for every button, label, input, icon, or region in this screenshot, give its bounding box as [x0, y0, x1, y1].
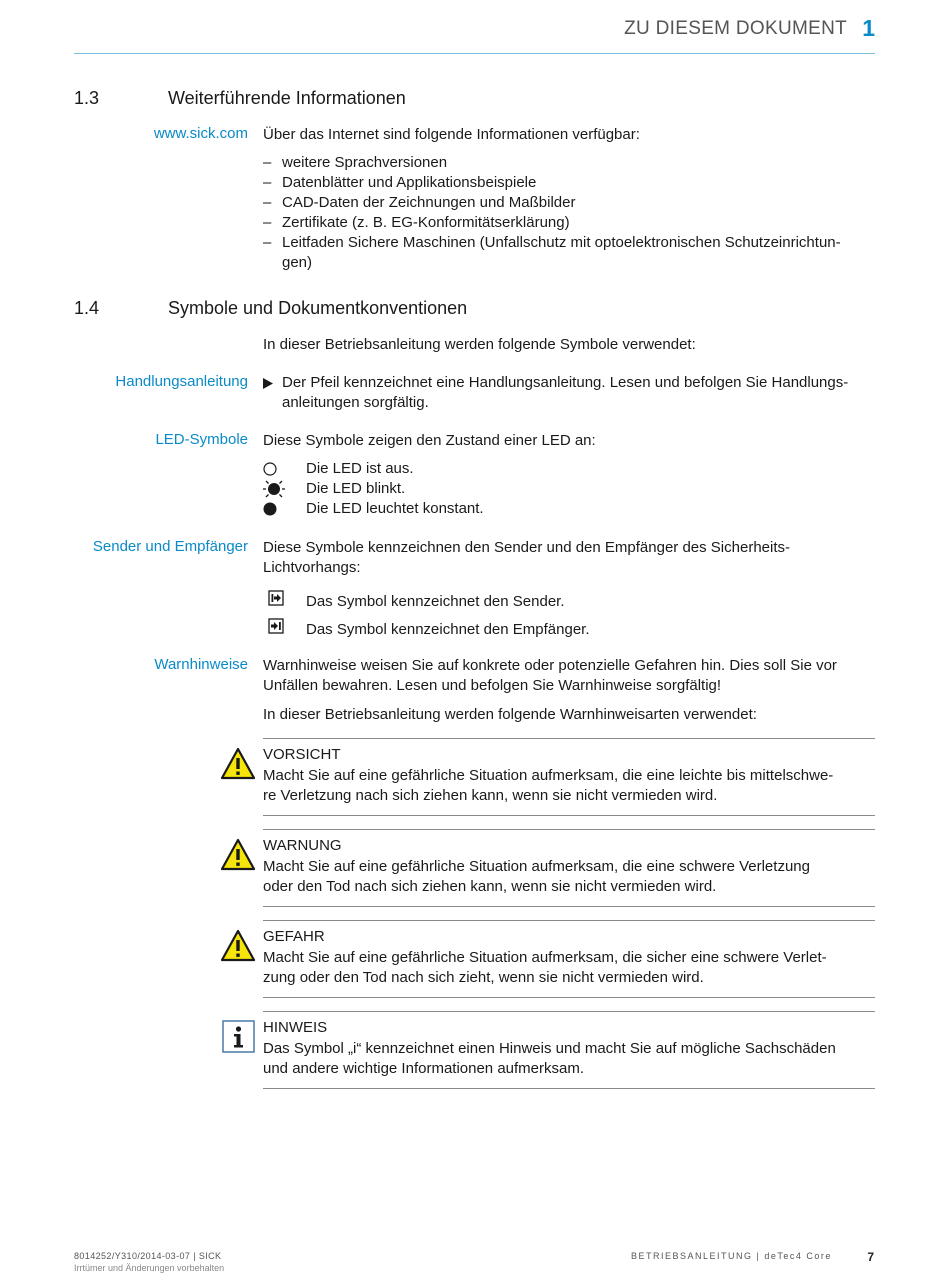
section-number-1-3: 1.3 [74, 88, 100, 108]
section-title-1-4: Symbole und Dokumentkonventionen [168, 298, 468, 318]
divider [263, 997, 875, 998]
warning-heading: WARNUNG [263, 837, 342, 854]
footer-doc-id: 8014252/Y310/2014-03-07 | SICK [74, 1251, 222, 1261]
divider [263, 1011, 875, 1012]
footer-doc-type: BETRIEBSANLEITUNG | deTec4 Core [631, 1251, 832, 1261]
warning-triangle-icon [220, 747, 256, 780]
sec14-intro: In dieser Betriebsanleitung werden folgende Symbole verwendet: [263, 336, 696, 353]
sender-list [263, 590, 875, 646]
led-off-icon [263, 462, 277, 476]
warning-vorsicht: VORSICHT Macht Sie auf eine gefährliche Situation aufmerksam, die eine leichte bis mittelschwe- re Verletzung nach sich ziehen kann, wenn sie nicht vermieden wird. [263, 745, 875, 806]
page-number: 7 [867, 1250, 874, 1264]
header-divider [74, 53, 875, 54]
list-item: – weitere Sprachversionen [263, 154, 448, 171]
warn-intro-types: In dieser Betriebsanleitung werden folgende Warnhinweisarten verwendet: [263, 706, 757, 723]
side-label-sender: Sender und Empfänger [92, 538, 248, 555]
sender-icon [268, 590, 284, 606]
chapter-number: 1 [862, 15, 875, 41]
warning-gefahr: GEFAHR Macht Sie auf eine gefährliche Situation aufmerksam, die sicher eine schwere Verlet- zung oder den Tod nach sich zieht, wenn sie nicht vermieden wird. [263, 927, 875, 988]
sender-intro: Diese Symbole kennzeichnen den Sender und den Empfänger des Sicherheits- Lichtvorhangs: [263, 539, 790, 576]
receiver-icon [268, 618, 284, 634]
side-label-handlung: Handlungsanleitung [115, 373, 248, 390]
notice-hinweis: HINWEIS Das Symbol „i“ kennzeichnet einen Hinweis und macht Sie auf mögliche Sachschäden und andere wichtige Informationen aufmerksam. [263, 1018, 875, 1079]
led-on-icon [263, 502, 277, 516]
warning-warnung: WARNUNG Macht Sie auf eine gefährliche Situation aufmerksam, die eine schwere Verletzung oder den Tod nach sich ziehen kann, wenn sie nicht vermieden wird. [263, 836, 875, 897]
led-list [263, 459, 875, 519]
list-item: Die LED blinkt. [263, 479, 875, 499]
led-blink-icon [263, 480, 285, 498]
warning-heading: VORSICHT [263, 746, 341, 763]
list-item: – Datenblätter und Applikationsbeispiele [263, 174, 537, 191]
divider [263, 920, 875, 921]
sec13-intro: Über das Internet sind folgende Informationen verfügbar: [263, 126, 640, 143]
info-icon [222, 1020, 255, 1053]
divider [263, 1088, 875, 1089]
side-label-website[interactable]: www.sick.com [153, 125, 248, 142]
warning-triangle-icon [220, 929, 256, 962]
notice-heading: HINWEIS [263, 1019, 328, 1036]
divider [263, 738, 875, 739]
list-item: – Zertifikate (z. B. EG-Konformitätserklärung) [263, 214, 570, 231]
list-item: Die LED leuchtet konstant. [263, 499, 875, 519]
list-item: – Leitfaden Sichere Maschinen (Unfallschutz mit optoelektronischen Schutzeinrichtun- gen) [263, 234, 841, 271]
divider [263, 906, 875, 907]
list-item: – CAD-Daten der Zeichnungen und Maßbilder [263, 194, 576, 211]
divider [263, 829, 875, 830]
warn-intro: Warnhinweise weisen Sie auf konkrete oder potenzielle Gefahren hin. Dies soll Sie vor Unfällen bewahren. Lesen und befolgen Sie Warnhinweise sorgfältig! [263, 657, 837, 694]
handlung-text: Der Pfeil kennzeichnet eine Handlungsanleitung. Lesen und befolgen Sie Handlungs- anleitungen sorgfältig. [263, 373, 875, 413]
section-title-1-3: Weiterführende Informationen [168, 88, 406, 108]
divider [263, 815, 875, 816]
footer-disclaimer: Irrtümer und Änderungen vorbehalten [74, 1263, 225, 1273]
side-label-warn: Warnhinweise [154, 656, 248, 673]
side-label-led: LED-Symbole [155, 431, 248, 448]
arrow-right-icon [263, 378, 273, 389]
sec13-list [263, 153, 875, 273]
warning-triangle-icon [220, 838, 256, 871]
led-intro: Diese Symbole zeigen den Zustand einer LED an: [263, 432, 596, 449]
warning-heading: GEFAHR [263, 928, 325, 945]
list-item: Das Symbol kennzeichnet den Empfänger. [263, 618, 875, 646]
list-item: Die LED ist aus. [263, 459, 875, 479]
list-item: Das Symbol kennzeichnet den Sender. [263, 590, 875, 618]
section-number-1-4: 1.4 [74, 298, 100, 318]
chapter-title: ZU DIESEM DOKUMENT [624, 18, 847, 39]
